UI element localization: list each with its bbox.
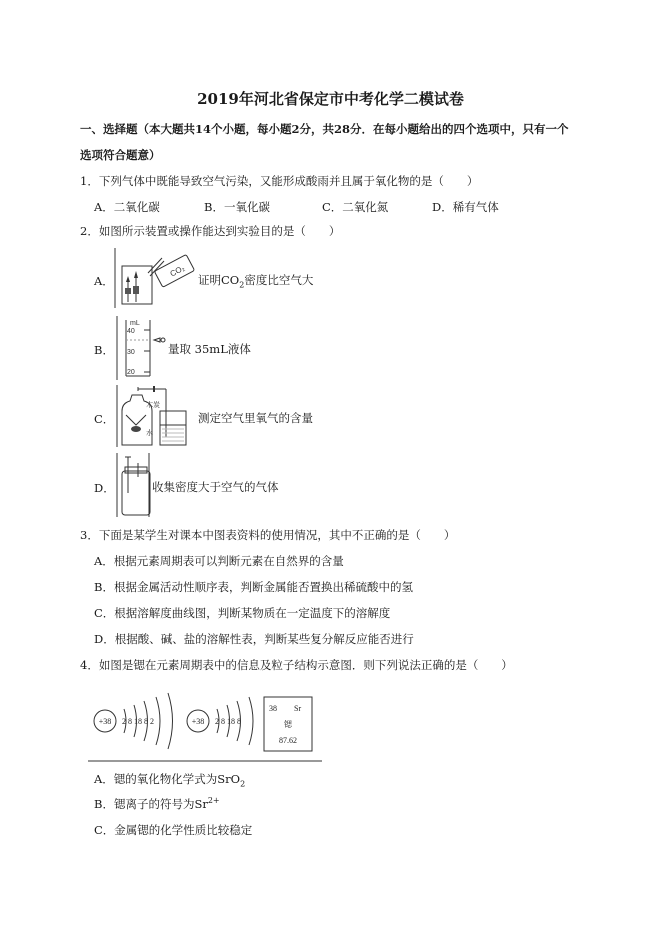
q3-option-d: D．根据酸、碱、盐的溶解性表，判断某些复分解反应能否进行 [94,632,414,646]
q3-option-b: B．根据金属活动性顺序表，判断金属能否置换出稀硫酸中的氢 [94,580,413,594]
q2-figure-b [114,316,170,380]
q4-atom1-nucleus: +38 [98,717,112,726]
q4-figure [88,683,322,763]
q2-option-d-label: D． [94,481,115,495]
q1-option-c: C．二氧化氮 [322,200,389,214]
q4-stem: 4．如图是锶在元素周期表中的信息及粒子结构示意图．则下列说法正确的是（ ） [80,658,513,672]
q4-cell-number: 38 [269,704,277,713]
q2-figure-b-unit: mL [130,320,140,327]
q2-option-b-label: B． [94,343,114,357]
q2-figure-c-label2: 水 [146,429,153,437]
section-heading-line1: 一、选择题（本大题共14个小题，每小题2分，共28分．在每小题给出的四个选项中，只有一个 [80,122,569,136]
q2-stem: 2．如图所示装置或操作能达到实验目的是（ ） [80,224,341,238]
q4-option-a: A．锶的氧化物化学式为SrO$_2$ [94,772,246,789]
q4-option-b: B．锶离子的符号为$Sr^{2+}$ [94,796,220,811]
q2-figure-c-label1: 木炭 [146,401,160,409]
q4-option-c: C．金属锶的化学性质比较稳定 [94,823,253,837]
q4-atom1-shells: 2 8 18 8 2 [122,717,154,726]
q3-option-c: C．根据溶解度曲线图，判断某物质在一定温度下的溶解度 [94,606,391,620]
q2-option-a-label: A． [94,274,114,288]
q2-figure-b-tick-40: 40 [127,328,135,335]
q4-cell-symbol: Sr [294,704,302,713]
q1-stem: 1．下列气体中既能导致空气污染，又能形成酸雨并且属于氧化物的是（ ） [80,174,479,188]
q4-cell-name: 锶 [284,720,292,729]
q2-option-a-text: 证明$CO_2$密度比空气大 [198,273,314,290]
q2-option-b-text: 量取 35mL液体 [168,342,251,356]
q2-figure-b-tick-20: 20 [127,369,135,376]
q4-atom2-shells: 2 8 18 8 [215,717,241,726]
q3-option-a: A．根据元素周期表可以判断元素在自然界的含量 [94,554,344,568]
q4-atom2-nucleus: +38 [191,717,205,726]
section-heading-line2: 选项符合题意） [80,148,161,162]
q2-figure-a-gas-label: CO₂ [168,263,187,279]
q2-figure-c [114,385,200,447]
q1-option-a: A．二氧化碳 [94,200,160,214]
q2-option-d-text: 收集密度大于空气的气体 [152,480,279,494]
q2-option-c-label: C． [94,412,115,426]
q2-option-c-text: 测定空气里氧气的含量 [198,411,313,425]
page-title: 2019年河北省保定市中考化学二模试卷 [197,90,464,108]
q2-figure-d [114,453,154,517]
q1-option-d: D．稀有气体 [432,200,499,214]
q4-cell-mass: 87.62 [279,736,297,745]
q3-stem: 3．下面是某学生对课本中图表资料的使用情况，其中不正确的是（ ） [80,528,456,542]
q2-figure-b-tick-30: 30 [127,349,135,356]
q1-option-b: B．一氧化碳 [204,200,270,214]
q2-figure-a [112,248,198,308]
